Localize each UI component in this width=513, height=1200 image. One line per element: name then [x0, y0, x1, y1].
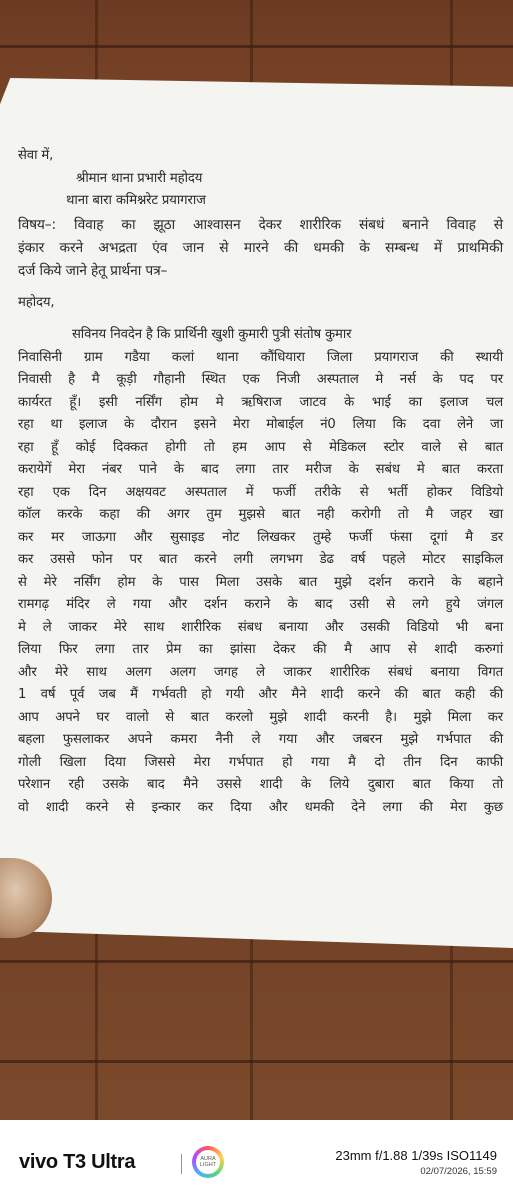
subject — [18, 215, 503, 282]
greeting: महोदय, — [18, 294, 55, 310]
body-line: बहला फुसलाकर अपने कमरा नैनी ले गया और जबरन मुझे गर्भपात की — [18, 732, 503, 747]
body-line: सविनय निवदेन है कि प्रार्थिनी खुशी कुमारी पुत्री संतोष कुमार — [72, 327, 352, 342]
body-line: से मेरे नर्सिंग होम के पास मिला उसके बात मुझे दर्शन कराने के बहाने — [18, 574, 503, 590]
subject-line: दर्ज किये जाने हेतू प्रार्थना पत्र– — [18, 262, 168, 279]
body-line: आप अपने घर वालो से बात करलो मुझे शादी करनी है। मुझे मिला कर — [18, 709, 503, 725]
body-line: रहा एक दिन अक्षयवट अस्पताल में फर्जी तरीके से भर्ती होकर विडियो — [18, 484, 503, 500]
body-line: करायेगें मेरा नंबर पाने के बाद लगा तार मरीज के सबंध मे बात करता — [18, 462, 503, 477]
addressee-line-2: थाना बारा कमिश्नरेट प्रयागराज — [66, 193, 206, 208]
body-line: रहा था इलाज के दौरान इसने मेरा मोबाईल नं0 लिया कि दवा लेने जा — [18, 417, 503, 432]
body-line: कॉल करके कहा की अगर तुम मुझसे बात नही करोगी तो मै जहर खा — [18, 507, 503, 522]
body-line: परेशान रही उसके बाद मैने उससे शादी के लिये दुबारा बात किया तो — [18, 777, 503, 792]
body-line: 1 वर्ष पूर्व जब मैं गर्भवती हो गयी और मैने शादी करने की बात कही की — [18, 687, 503, 702]
body-line: लिया फिर लगा तार प्रेम का झांसा देकर की मै आप से शादी करुगां — [18, 642, 503, 657]
camera-specs: 23mm f/1.88 1/39s ISO1149 — [335, 1148, 497, 1163]
subject-line: इंकार करने अभद्रता एंव जान से मारने की धमकी के सम्बन्ध में प्राथमिकी — [18, 239, 503, 256]
body-line: मे ले जाकर मेरे साथ शारीरिक संबध बनाया और उसकी विडियो भी बना — [18, 619, 503, 635]
letter-body — [18, 324, 503, 819]
letter-document — [18, 145, 503, 819]
addressee-line-1: श्रीमान थाना प्रभारी महोदय — [76, 170, 203, 186]
body-line: और मेरे साथ अलग अलग जगह ले जाकर शारीरिक संबधं बनाया विगत — [18, 664, 503, 680]
camera-brand: vivo T3 Ultra — [19, 1151, 136, 1173]
body-line: कार्यरत हूँ। इसी नर्सिंग होम मे ऋषिराज जाटव के भाई का इलाज चल — [18, 394, 503, 410]
body-line: कर मर जाऊगा और सुसाइड नोट लिखकर तुम्हे फर्जी फंसा दूगां मै डर — [18, 529, 503, 545]
body-line: निवासिनी ग्राम गडैया कलां थाना कौंधियारा जिला प्रयागराज की स्थायी — [18, 349, 503, 365]
aura-logo-text: LIGHT — [199, 1162, 217, 1168]
body-line: निवासी है मै कूड़ी गौहानी स्थित एक निजी अस्पताल मे नर्स के पद पर — [18, 372, 503, 387]
subject-line: विषय–: विवाह का झूठा आश्वासन देकर शारीरिक संबधं बनाने विवाह से — [18, 216, 503, 233]
aura-logo-text: AURA — [200, 1156, 216, 1162]
body-line: कर उससे फोन पर बात करने लगी लगभग डेढ वर्ष पहले मोटर साइकिल — [18, 552, 503, 567]
watermark-divider — [181, 1154, 182, 1174]
aura-light-logo-icon — [192, 1146, 224, 1178]
body-line: वो शादी करने से इन्कार कर दिया और धमकी देने लगा की मेरा कुछ — [18, 799, 503, 815]
capture-datetime: 02/07/2026, 15:59 — [420, 1166, 497, 1177]
body-line: गोली खिला दिया जिससे मेरा गर्भपात हो गया मै दो तीन दिन काफी — [18, 754, 503, 770]
salutation-to: सेवा में, — [18, 148, 54, 163]
body-line: रामगढ़ मंदिर ले गया और दर्शन कराने के बाद उसी से लगे हुये जंगल — [18, 597, 503, 612]
body-line: रहा हूँ कोई दिक्कत होगी तो हम आप से मेडिकल स्टोर वाले से बात — [18, 439, 503, 455]
